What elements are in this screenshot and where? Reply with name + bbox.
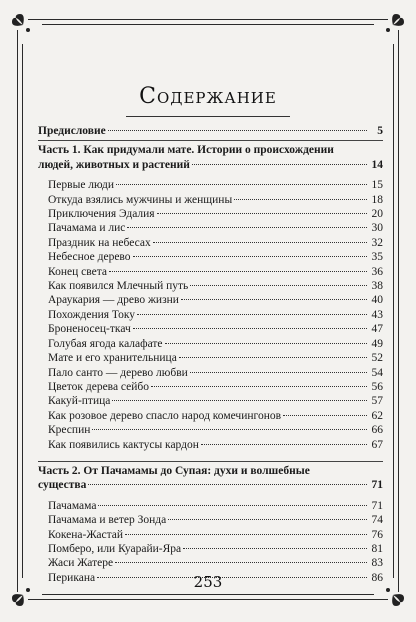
toc-entry[interactable] (38, 394, 383, 408)
table-of-contents (38, 124, 383, 585)
toc-entry[interactable] (38, 250, 383, 264)
toc-entry-page: 14 (371, 158, 383, 171)
frame-line-right (398, 30, 399, 592)
frame-line-top-inner (42, 24, 374, 25)
toc-entry-page: 49 (371, 337, 383, 350)
toc-entry-page: 62 (371, 409, 383, 422)
toc-entry-page: 54 (371, 366, 383, 379)
toc-entry-title: Помберо, или Куарайи-Яра (48, 542, 182, 555)
toc-entry-page: 36 (371, 265, 383, 278)
dot-leader (127, 227, 367, 228)
dot-leader (201, 444, 367, 445)
part-heading-line1: Часть 1. Как придумали мате. Истории о происхождении (38, 144, 334, 157)
dot-leader (165, 343, 367, 344)
toc-entry[interactable] (38, 337, 383, 351)
separator (38, 140, 383, 141)
toc-entry-title: Небесное дерево (48, 251, 131, 264)
frame-line-top (28, 19, 388, 20)
part1-items (38, 178, 383, 452)
dot-leader (157, 213, 367, 214)
frame-line-bottom-inner (42, 594, 374, 595)
toc-entry[interactable] (38, 293, 383, 307)
dot-leader (190, 285, 367, 286)
toc-entry[interactable] (38, 236, 383, 250)
dot-leader (125, 534, 367, 535)
toc-entry[interactable] (38, 178, 383, 192)
part-heading-line2-row (38, 158, 383, 172)
toc-entry-page: 20 (371, 208, 383, 221)
frame-line-bottom (28, 599, 388, 600)
dot-leader (283, 415, 367, 416)
toc-entry[interactable] (38, 409, 383, 423)
toc-entry-title: Пачамама и ветер Зонда (48, 514, 167, 527)
toc-entry-page: 66 (371, 424, 383, 437)
toc-entry-title: Первые люди (48, 179, 115, 192)
dot-leader (151, 386, 367, 387)
dot-leader (168, 519, 367, 520)
toc-entry-page: 83 (371, 557, 383, 570)
toc-entry-page: 81 (371, 542, 383, 555)
toc-entry-title: Конец света (48, 265, 107, 278)
toc-entry-page: 40 (371, 294, 383, 307)
dot-leader (153, 242, 367, 243)
toc-entry-page: 56 (371, 380, 383, 393)
toc-entry-title: Голубая ягода калафате (48, 337, 163, 350)
toc-entry-title: Креспин (48, 424, 91, 437)
dot-leader (109, 271, 367, 272)
toc-entry-page: 47 (371, 323, 383, 336)
toc-entry-page: 71 (371, 499, 383, 512)
toc-entry-title: Кокена-Жастай (48, 528, 123, 541)
toc-entry[interactable] (38, 221, 383, 235)
dot-leader (181, 299, 367, 300)
toc-entry-page: 32 (371, 236, 383, 249)
frame-line-left (17, 30, 18, 592)
toc-entry-page: 43 (371, 308, 383, 321)
dot-leader (192, 164, 367, 165)
toc-entry[interactable] (38, 308, 383, 322)
toc-entry-page: 74 (371, 514, 383, 527)
toc-entry[interactable] (38, 207, 383, 221)
dot-leader (116, 184, 367, 185)
dot-leader (137, 314, 367, 315)
toc-entry[interactable] (38, 366, 383, 380)
toc-entry-page: 35 (371, 251, 383, 264)
toc-entry-title: Перикана (48, 571, 96, 584)
toc-entry[interactable] (38, 499, 383, 513)
page-number: 253 (193, 573, 223, 591)
toc-entry-title: Как появился Млечный путь (48, 280, 189, 293)
dot-leader (112, 400, 367, 401)
part-heading-line1: Часть 2. От Пачамамы до Супая: духи и волшебные (38, 464, 310, 477)
toc-entry-title: Пачамама и лис (48, 222, 126, 235)
toc-entry-title: Как розовое дерево спасло народ комечингонов (48, 409, 282, 422)
toc-entry[interactable] (38, 351, 383, 365)
toc-entry-title: Как появились кактусы кардон (48, 438, 199, 451)
corner-ornament-icon (378, 10, 408, 40)
toc-entry-title: Пало санто — дерево любви (48, 366, 188, 379)
toc-entry[interactable] (38, 279, 383, 293)
toc-entry-page: 86 (371, 571, 383, 584)
toc-entry[interactable] (38, 528, 383, 542)
toc-entry[interactable] (38, 265, 383, 279)
toc-entry-title: Жаси Жатере (48, 557, 114, 570)
toc-entry[interactable] (38, 556, 383, 570)
toc-entry-page: 18 (371, 193, 383, 206)
toc-entry[interactable] (38, 438, 383, 452)
toc-entry[interactable] (38, 513, 383, 527)
separator (38, 461, 383, 462)
part-heading-line2: существа (38, 479, 87, 492)
frame-line-left-inner (22, 44, 23, 578)
page-title: Содержание (139, 84, 277, 109)
toc-entry-page: 38 (371, 280, 383, 293)
toc-entry[interactable] (38, 380, 383, 394)
toc-entry-page: 67 (371, 438, 383, 451)
dot-leader (179, 357, 367, 358)
dot-leader (234, 199, 367, 200)
dot-leader (133, 256, 367, 257)
dot-leader (88, 484, 367, 485)
toc-entry-title: Броненосец-ткач (48, 323, 131, 336)
toc-entry[interactable] (38, 193, 383, 207)
toc-entry[interactable] (38, 542, 383, 556)
toc-entry-title: Предисловие (38, 125, 106, 137)
toc-entry-page: 30 (371, 222, 383, 235)
toc-entry-page: 5 (377, 125, 383, 137)
dot-leader (183, 548, 367, 549)
toc-entry[interactable] (38, 322, 383, 336)
corner-ornament-icon (8, 10, 38, 40)
toc-entry-page: 71 (371, 479, 383, 492)
toc-entry-title: Похождения Току (48, 308, 136, 321)
toc-entry-title: Пачамама (48, 499, 97, 512)
toc-entry-title: Приключения Эдалия (48, 208, 155, 221)
toc-part-1[interactable] (38, 143, 383, 172)
toc-entry-page: 76 (371, 528, 383, 541)
toc-entry-title: Мате и его хранительница (48, 352, 177, 365)
title-underline (126, 116, 290, 117)
part-heading-line2: людей, животных и растений (38, 158, 190, 171)
toc-entry-page: 57 (371, 395, 383, 408)
toc-entry-title: Араукария — древо жизни (48, 294, 179, 307)
toc-entry-page: 52 (371, 352, 383, 365)
dot-leader (115, 562, 367, 563)
dot-leader (190, 372, 367, 373)
toc-entry[interactable] (38, 423, 383, 437)
toc-entry-title: Цветок дерева сейбо (48, 380, 150, 393)
dot-leader (92, 429, 367, 430)
toc-entry-title: Откуда взялись мужчины и женщины (48, 193, 233, 206)
dot-leader (98, 505, 367, 506)
toc-entry-page: 15 (371, 179, 383, 192)
dot-leader (108, 130, 367, 131)
frame-line-right-inner (393, 44, 394, 578)
part-heading-line2-row (38, 478, 383, 492)
toc-part-2[interactable] (38, 464, 383, 493)
toc-entry-title: Какуй-птица (48, 395, 111, 408)
toc-entry-preface[interactable] (38, 124, 383, 138)
toc-entry-title: Праздник на небесах (48, 236, 151, 249)
dot-leader (133, 328, 367, 329)
